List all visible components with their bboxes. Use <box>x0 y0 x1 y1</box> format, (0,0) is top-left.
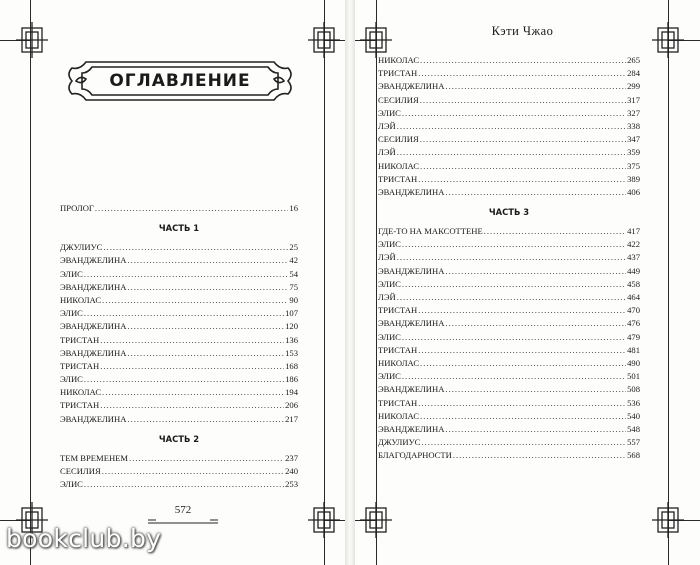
toc-entry <box>60 360 298 373</box>
celtic-knot-icon <box>308 22 340 58</box>
toc-entry-page: 548 <box>627 423 640 434</box>
toc-entry-label: НИКОЛАС <box>60 294 102 305</box>
toc-entry-label: СЕСИЛИЯ <box>378 134 419 145</box>
toc-entry-label: ТРИСТАН <box>378 173 418 184</box>
part1-entries <box>60 241 298 426</box>
toc-entry-page: 54 <box>289 268 298 279</box>
toc-entry-page: 16 <box>289 203 298 213</box>
leader-dots <box>402 331 626 344</box>
toc-entry-page: 508 <box>627 384 640 395</box>
toc-entry-page: 417 <box>627 226 640 237</box>
toc-entry-page: 299 <box>627 81 640 92</box>
watermark: bookclub.by <box>6 524 162 553</box>
toc-entry-page: 240 <box>285 466 298 476</box>
toc-entry <box>60 478 298 491</box>
toc-entry <box>60 294 298 307</box>
leader-dots <box>420 160 626 173</box>
part2-continued-entries <box>378 54 640 199</box>
toc-entry-label: БЛАГОДАРНОСТИ <box>378 450 452 461</box>
toc-entry-label: ДЖУЛИУС <box>60 242 103 253</box>
toc-entry-page: 481 <box>627 344 640 355</box>
toc-entry <box>378 291 640 304</box>
toc-entry-page: 168 <box>285 360 298 371</box>
toc-entry <box>378 357 640 370</box>
toc-entry <box>378 344 640 357</box>
toc-entry-page: 458 <box>627 278 640 289</box>
toc-entry-label: ЭВАНДЖЕЛИНА <box>60 321 127 332</box>
toc-entry-label: ЭЛИС <box>378 371 401 382</box>
leader-dots <box>402 107 626 120</box>
toc-entry-page: 75 <box>289 281 298 292</box>
leader-dots <box>418 344 626 357</box>
toc-entry-page: 237 <box>285 452 298 463</box>
toc-entry-page: 568 <box>627 450 640 461</box>
toc-entry <box>378 265 640 278</box>
leader-dots <box>100 334 284 347</box>
toc-entry-label: ЭВАНДЖЕЛИНА <box>378 318 445 329</box>
toc-entry-page: 501 <box>627 371 640 382</box>
toc-entry-page: 194 <box>285 387 298 398</box>
title-cartouche <box>66 56 294 106</box>
right-frame-outer-line <box>668 0 669 565</box>
leader-dots <box>100 399 284 412</box>
toc-entry <box>378 397 640 410</box>
page-title: ОГЛАВЛЕНИЕ <box>109 71 251 91</box>
leader-dots <box>420 410 626 423</box>
book-gutter <box>345 0 355 565</box>
toc-entry <box>60 307 298 320</box>
leader-dots <box>445 317 626 330</box>
toc-entry <box>378 423 640 436</box>
leader-dots <box>127 281 288 294</box>
leader-dots <box>402 370 626 383</box>
toc-entry <box>378 317 640 330</box>
toc-entry-page: 284 <box>627 68 640 79</box>
toc-entry-label: ТРИСТАН <box>378 305 418 316</box>
leader-dots <box>421 436 626 449</box>
toc-entry-label: СЕСИЛИЯ <box>60 466 101 476</box>
toc-entry-label: ЭВАНДЖЕЛИНА <box>60 413 127 424</box>
leader-dots <box>418 173 626 186</box>
leader-dots <box>102 386 284 399</box>
toc-entry-page: 437 <box>627 252 640 263</box>
toc-entry-prologue <box>60 202 298 215</box>
toc-entry-label: ЭЛИС <box>60 479 83 490</box>
toc-entry-label: ЛЭЙ <box>378 120 396 131</box>
leader-dots <box>402 278 626 291</box>
leader-dots <box>127 254 288 267</box>
toc-entry <box>378 173 640 186</box>
leader-dots <box>418 67 626 80</box>
page-number: 572 <box>174 504 192 516</box>
toc-entry-label: ЭВАНДЖЕЛИНА <box>378 186 445 197</box>
toc-entry-page: 90 <box>289 294 298 305</box>
leader-dots <box>84 268 289 281</box>
toc-entry-label: ЭВАНДЖЕЛИНА <box>60 255 127 266</box>
part3-entries <box>378 225 640 462</box>
leader-dots <box>445 383 626 396</box>
toc-entry-label: ЭВАНДЖЕЛИНА <box>60 281 127 292</box>
toc-entry-label: СЕСИЛИЯ <box>378 94 419 105</box>
toc-entry <box>378 160 640 173</box>
celtic-knot-icon <box>360 502 392 538</box>
toc-entry <box>378 80 640 93</box>
toc-entry <box>60 254 298 267</box>
toc-entry <box>378 449 640 462</box>
toc-entry-label: ЭВАНДЖЕЛИНА <box>60 347 127 358</box>
toc-entry-page: 557 <box>627 437 640 448</box>
running-head: Кэти Чжао <box>491 24 554 38</box>
toc-entry-page: 42 <box>289 255 298 266</box>
toc-entry-page: 422 <box>627 239 640 250</box>
toc-entry-label: ЭВАНДЖЕЛИНА <box>378 384 445 395</box>
toc-entry <box>60 399 298 412</box>
leader-dots <box>484 225 626 238</box>
toc-entry-label: ЭЛИС <box>378 107 401 118</box>
toc-entry-label: НИКОЛАС <box>378 160 420 171</box>
toc-entry-label: ЛЭЙ <box>378 252 396 263</box>
toc-entry-page: 476 <box>627 318 640 329</box>
toc-entry-label: ДЖУЛИУС <box>378 437 421 448</box>
toc-entry <box>378 133 640 146</box>
toc-entry-label: ЛЭЙ <box>378 147 396 158</box>
toc-entry-label: ТРИСТАН <box>378 344 418 355</box>
leader-dots <box>397 251 626 264</box>
celtic-knot-icon <box>652 502 684 538</box>
toc-entry-label: НИКОЛАС <box>378 357 420 368</box>
toc-entry-label: ЭВАНДЖЕЛИНА <box>378 423 445 434</box>
toc-entry <box>378 331 640 344</box>
toc-entry <box>378 251 640 264</box>
leader-dots <box>127 413 284 426</box>
toc-entry <box>60 452 298 465</box>
toc-entry-page: 317 <box>627 94 640 105</box>
toc-entry <box>378 67 640 80</box>
leader-dots <box>397 146 626 159</box>
leader-dots <box>445 80 626 93</box>
leader-dots <box>445 265 626 278</box>
toc-entry-label: ТРИСТАН <box>60 334 100 345</box>
toc-entry-page: 327 <box>627 107 640 118</box>
toc-entry <box>378 225 640 238</box>
leader-dots <box>100 360 284 373</box>
toc-entry-label: ЭЛИС <box>60 268 83 279</box>
leader-dots <box>84 373 284 386</box>
toc-entry-page: 136 <box>285 334 298 345</box>
toc-entry <box>60 241 298 254</box>
toc-entry-page: 25 <box>289 242 298 253</box>
toc-entry-label: ЭЛИС <box>60 374 83 385</box>
left-frame-inner-line <box>324 0 325 565</box>
toc-entry-page: 536 <box>627 397 640 408</box>
toc-entry-page: 120 <box>285 321 298 332</box>
toc-entry-page: 107 <box>285 308 298 319</box>
toc-entry-page: 375 <box>627 160 640 171</box>
toc-entry-page: 265 <box>627 55 640 65</box>
toc-entry <box>378 370 640 383</box>
leader-dots <box>445 423 626 436</box>
celtic-knot-icon <box>16 22 48 58</box>
toc-entry-page: 338 <box>627 120 640 131</box>
toc-entry-label: ЭЛИС <box>378 239 401 250</box>
toc-entry <box>378 238 640 251</box>
page-number-ornament-icon <box>148 511 218 525</box>
toc-entry-page: 206 <box>285 400 298 411</box>
toc-entry-page: 359 <box>627 147 640 158</box>
toc-entry <box>60 334 298 347</box>
toc-entry-page: 153 <box>285 347 298 358</box>
part-heading: ЧАСТЬ 2 <box>158 433 200 444</box>
toc-entry <box>60 320 298 333</box>
leader-dots <box>418 304 626 317</box>
leader-dots <box>445 186 626 199</box>
leader-dots <box>397 120 626 133</box>
part2-entries <box>60 452 298 492</box>
toc-entry-label: ЭВАНДЖЕЛИНА <box>378 265 445 276</box>
toc-entry-label: ТРИСТАН <box>378 397 418 408</box>
toc-entry-page: 470 <box>627 305 640 316</box>
part-heading: ЧАСТЬ 3 <box>488 207 530 218</box>
toc-entry-label: ЭЛИС <box>378 278 401 289</box>
toc-right <box>378 54 640 462</box>
toc-entry <box>378 120 640 133</box>
leader-dots <box>129 452 284 465</box>
leader-dots <box>103 241 288 254</box>
leader-dots <box>420 357 626 370</box>
toc-entry <box>60 373 298 386</box>
left-frame-outer-line <box>30 0 31 565</box>
leader-dots <box>420 54 626 67</box>
leader-dots <box>84 307 284 320</box>
toc-entry <box>378 146 640 159</box>
toc-entry-label: НИКОЛАС <box>60 387 102 398</box>
leader-dots <box>397 291 626 304</box>
toc-entry <box>378 186 640 199</box>
leader-dots <box>418 397 626 410</box>
toc-entry-page: 389 <box>627 173 640 184</box>
toc-entry <box>60 413 298 426</box>
toc-entry-page: 347 <box>627 134 640 145</box>
toc-entry-label: ЭЛИС <box>378 331 401 342</box>
toc-entry-label: ЭВАНДЖЕЛИНА <box>378 81 445 92</box>
toc-left <box>60 202 298 491</box>
toc-entry-label: ТРИСТАН <box>378 68 418 79</box>
toc-entry-page: 406 <box>627 186 640 197</box>
toc-entry-page: 479 <box>627 331 640 342</box>
toc-entry-label: ТРИСТАН <box>60 400 100 411</box>
celtic-knot-icon <box>308 502 340 538</box>
right-frame-inner-line <box>376 0 377 565</box>
leader-dots <box>95 202 289 215</box>
toc-entry-page: 253 <box>285 479 298 490</box>
toc-entry <box>60 347 298 360</box>
toc-entry <box>60 281 298 294</box>
leader-dots <box>84 478 284 491</box>
leader-dots <box>453 449 626 462</box>
leader-dots <box>127 320 284 333</box>
toc-entry-label: ТРИСТАН <box>60 360 100 371</box>
toc-entry <box>60 465 298 478</box>
part-heading: ЧАСТЬ 1 <box>158 223 200 234</box>
toc-entry-label: ТЕМ ВРЕМЕНЕМ <box>60 452 129 463</box>
leader-dots <box>127 347 284 360</box>
toc-entry-label: НИКОЛАС <box>378 55 420 65</box>
toc-entry <box>378 94 640 107</box>
toc-entry <box>378 410 640 423</box>
toc-entry-label: НИКОЛАС <box>378 410 420 421</box>
toc-entry <box>378 54 640 67</box>
toc-entry-label: ЭЛИС <box>60 308 83 319</box>
toc-entry-page: 217 <box>285 413 298 424</box>
toc-entry-label: ГДЕ-ТО НА МАКСОТТЕНЕ <box>378 226 483 237</box>
leader-dots <box>102 465 284 478</box>
toc-entry-page: 540 <box>627 410 640 421</box>
leader-dots <box>402 238 626 251</box>
toc-entry-label: ПРОЛОГ <box>60 203 94 213</box>
toc-entry-label: ЛЭЙ <box>378 292 396 302</box>
toc-entry <box>60 268 298 281</box>
toc-entry-page: 449 <box>627 265 640 276</box>
toc-entry <box>378 107 640 120</box>
toc-entry <box>378 304 640 317</box>
toc-entry <box>378 383 640 396</box>
toc-entry-page: 464 <box>627 292 640 302</box>
toc-entry-page: 490 <box>627 357 640 368</box>
leader-dots <box>102 294 288 307</box>
toc-entry <box>60 386 298 399</box>
toc-entry <box>378 436 640 449</box>
leader-dots <box>420 94 626 107</box>
leader-dots <box>420 133 626 146</box>
toc-entry-page: 186 <box>285 374 298 385</box>
toc-entry <box>378 278 640 291</box>
